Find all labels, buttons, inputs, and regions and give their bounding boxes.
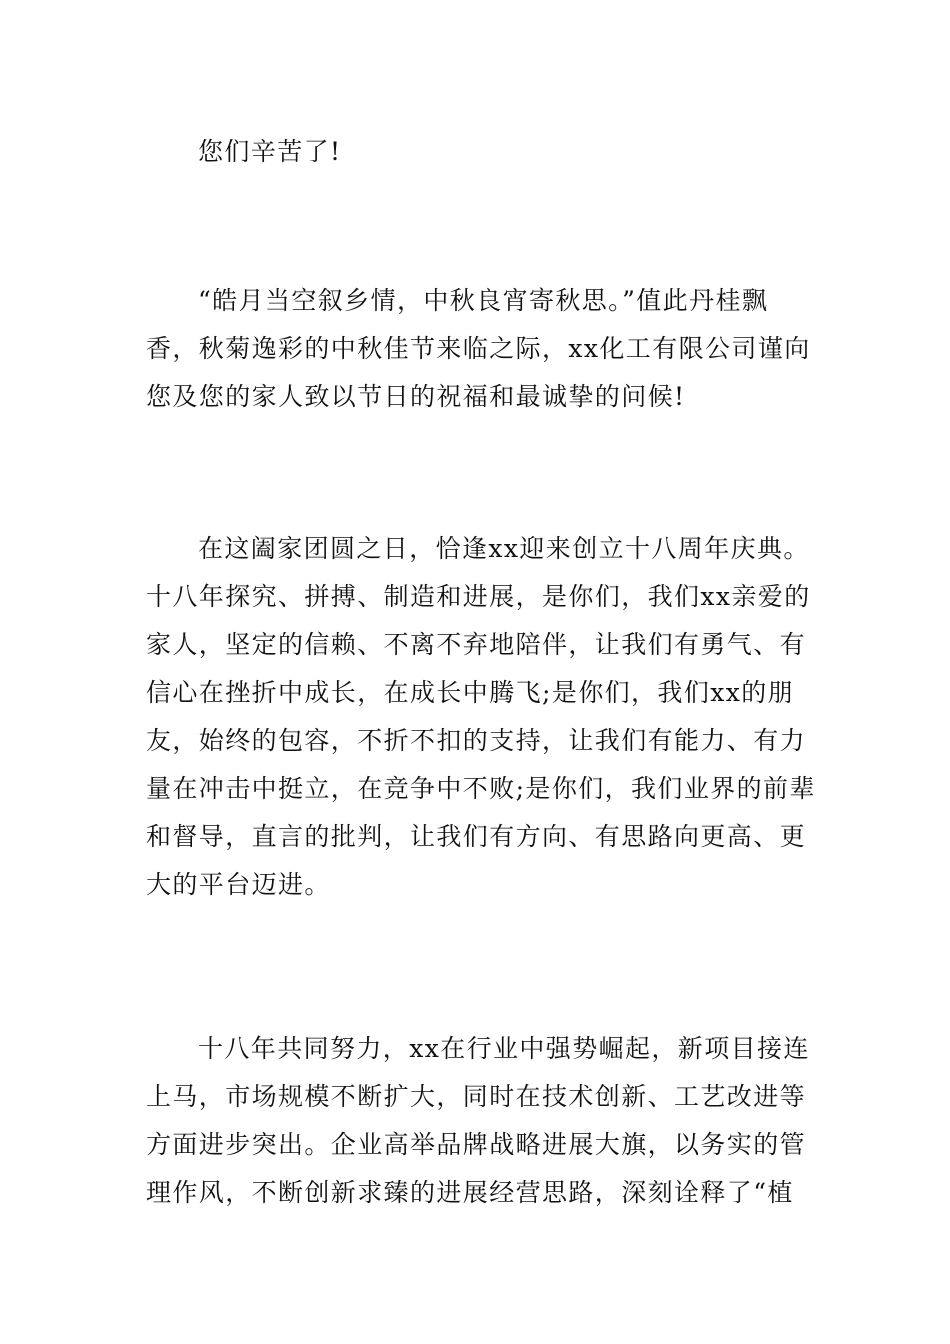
paragraph-greeting: 您们辛苦了! — [198, 137, 342, 166]
paragraph-festival-wishes: “皓月当空叙乡情，中秋良宵寄秋思。”值此丹桂飘香，秋菊逸彩的中秋佳节来临之际，xx化工有限公司谨向您及您的家人致以节日的祝福和最诚挚的问候! — [146, 286, 811, 411]
paragraph-achievements: 十八年共同努力，xx在行业中强势崛起，新项目接连上马，市场规模不断扩大，同时在技术创新、工艺改进等方面进步突出。企业高举品牌战略进展大旗，以务实的管理作风，不断创新求臻的进展经营思路，深刻诠释了“植 — [146, 1034, 810, 1207]
paragraph-anniversary: 在这阖家团圆之日，恰逢xx迎来创立十八周年庆典。十八年探究、拼搏、制造和进展，是你们，我们xx亲爱的家人，坚定的信赖、不离不弃地陪伴，让我们有勇气、有信心在挫折中成长，在成长中腾飞;是你们，我们xx的朋友，始终的包容，不折不扣的支持，让我们有能力、有力量在冲击中挺立，在竞争中不败;是你们，我们业界的前辈和督导，直言的批判，让我们有方向、有思路向更高、更大的平台迈进。 — [146, 534, 816, 899]
